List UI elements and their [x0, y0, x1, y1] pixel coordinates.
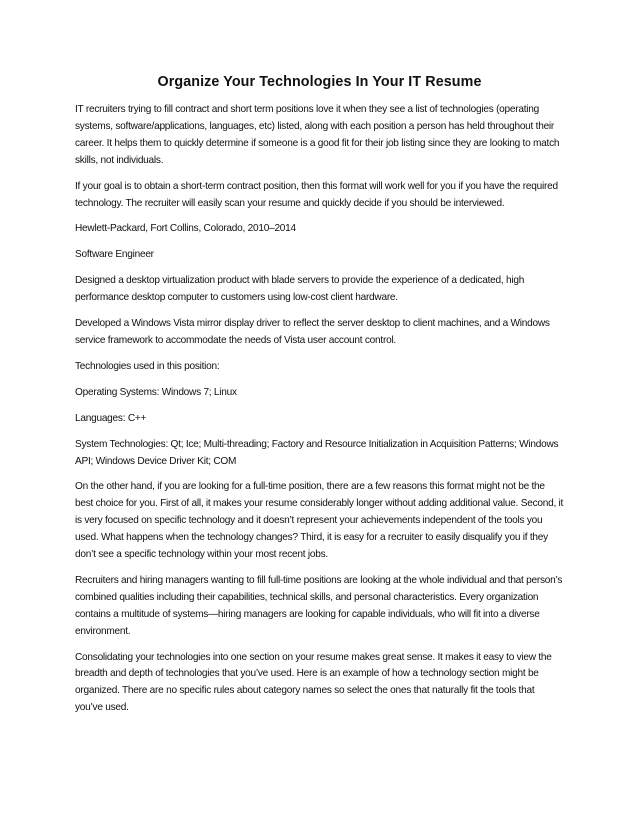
paragraph-full-time-drawbacks: On the other hand, if you are looking for a full-time position, there are a few reasons this format might not be the best choice for you. First of all, it makes your resume considerably longer without adding additional value. Second, it is very focused on specific technology and it doesn’t represent your achievements independent of the tools you used. What happens when the technology changes? Third, it is easy for a recruiter to easily disqualify you if they don’t see a specific technology within your most recent jobs. [75, 481, 564, 561]
paragraph-employer: Hewlett-Packard, Fort Collins, Colorado, 2010–2014 [75, 223, 296, 235]
paragraph-intro: IT recruiters trying to fill contract and short term positions love it when they see a list of technologies (operating systems, software/applications, languages, etc) listed, along with each position a person has held throughout their career. It helps them to quickly determine if someone is a good fit for their job listing since they are looking to match skills, not individuals. [75, 104, 560, 166]
document-title: Organize Your Technologies In Your IT Resume [157, 74, 482, 90]
paragraph-system-technologies: System Technologies: Qt; Ice; Multi-threading; Factory and Resource Initialization in Acquisition Patterns; Windows API; Windows Device Driver Kit; COM [75, 438, 559, 467]
paragraph-achievement-1: Designed a desktop virtualization product with blade servers to provide the experience of a dedicated, high performance desktop computer to customers using low-cost client hardware. [75, 275, 525, 304]
paragraph-hiring-managers: Recruiters and hiring managers wanting to fill full-time positions are looking at the whole individual and that person’s combined qualities including their capabilities, technical skills, and personal characteristics. Every organization contains a multitude of systems—hiring managers are looking for capable individuals, who will fit into a diverse environment. [75, 574, 563, 637]
paragraph-operating-systems: Operating Systems: Windows 7; Linux [75, 386, 237, 398]
paragraph-job-title: Software Engineer [75, 249, 154, 261]
paragraph-contract-goal: If your goal is to obtain a short-term contract position, then this format will work well for you if you have the required technology. The recruiter will easily scan your resume and quickly decide if you should be interviewed. [75, 180, 558, 209]
paragraph-achievement-2: Developed a Windows Vista mirror display driver to reflect the server desktop to client machines, and a Windows service framework to accommodate the needs of Vista user account control. [75, 318, 550, 346]
paragraph-technologies-heading: Technologies used in this position: [75, 360, 220, 372]
paragraph-languages: Languages: C++ [75, 412, 147, 424]
paragraph-consolidating: Consolidating your technologies into one section on your resume makes great sense. It makes it easy to view the breadth and depth of technologies that you’ve used. Here is an example of how a technology section might be organized. There are no specific rules about category names so select the ones that naturally fit the tools that you’ve used. [75, 651, 552, 714]
